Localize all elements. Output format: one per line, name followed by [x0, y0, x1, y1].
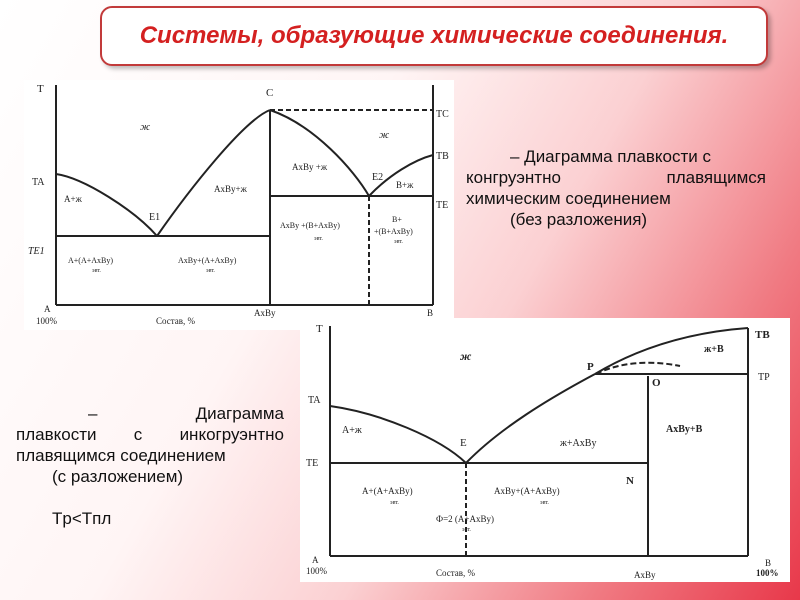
caption-congruent-line1: – Диаграмма плавкости с [510, 147, 712, 166]
label-a-100: 100% [36, 316, 57, 326]
label-b-100: 100% [756, 568, 779, 578]
region-b-liquid: B+ж [396, 180, 414, 190]
caption-congruent-line4: (без разложения) [510, 210, 648, 229]
label-e: E [460, 437, 467, 449]
caption-congruent [466, 146, 766, 230]
label-tb: TB [436, 151, 449, 162]
label-tb: TB [755, 329, 770, 341]
label-o: O [652, 377, 661, 389]
label-t: T [37, 83, 44, 95]
region-a-liquid: A+ж [342, 425, 362, 436]
label-a-100: 100% [306, 566, 327, 576]
label-a: A [44, 304, 51, 314]
label-compound: AxBy [254, 308, 276, 318]
region-a-eutectic: A+(A+AxBy) [68, 256, 114, 265]
region-compound-eutectic: AxBy+(A+AxBy) [494, 486, 560, 496]
diagram-incongruent-svg [300, 318, 790, 582]
label-te: TE [436, 200, 449, 211]
liquidus-c-right [270, 110, 369, 196]
diagram-incongruent [300, 318, 790, 582]
region-a-eutectic: A+(A+AxBy) [362, 486, 413, 496]
region-liquid-compound: ж+AxBy [560, 438, 597, 449]
label-p: P [587, 361, 594, 373]
region-compound-b: AxBy +(B+AxBy) [280, 221, 340, 230]
label-eutectic-3: эвт. [462, 527, 471, 533]
label-phase-count: Ф=2 (A+AxBy) [436, 514, 495, 524]
caption-incongruent-line1: – Диаграмма [88, 404, 284, 423]
label-eutectic-4: эвт. [206, 268, 215, 274]
title-box [100, 6, 768, 66]
metastable-curve [596, 363, 680, 374]
liquidus-a [56, 174, 157, 236]
diagram-congruent [24, 80, 454, 330]
label-e1: E1 [149, 212, 161, 223]
caption-incongruent-line5: Tp<Tпл [52, 509, 112, 528]
label-t: T [316, 323, 323, 335]
label-n: N [626, 475, 634, 487]
region-compound-liquid: AxBy+ж [214, 184, 247, 194]
caption-incongruent-line3: плавящимся соединением [16, 446, 226, 465]
region-b-eutectic-2: +(B+AxBy) [374, 227, 413, 236]
region-compound-a: AxBy+(A+AxBy) [178, 256, 237, 265]
label-ta: TA [32, 177, 45, 188]
label-eutectic-1: эвт. [314, 236, 323, 242]
slide-title: Системы, образующие химические соединения. [139, 22, 729, 49]
label-eutectic-1: эвт. [390, 500, 399, 506]
label-te: TE [306, 458, 319, 469]
caption-incongruent-line4: (с разложением) [52, 467, 184, 486]
region-liquid-right: ж [379, 129, 390, 141]
caption-congruent-line2: конгруэнтно плавящимся [466, 168, 766, 187]
label-composition: Состав, % [156, 316, 196, 326]
region-compound-b: AxBy+B [666, 424, 703, 435]
label-eutectic-2: эвт. [540, 500, 549, 506]
caption-congruent-line3: химическим соединением [466, 189, 671, 208]
label-eutectic-2: эвт. [394, 239, 403, 245]
caption-incongruent-line2: плавкости с инкогруэнтно [16, 425, 284, 444]
region-liquid-b: ж+B [704, 344, 724, 355]
label-a: A [312, 555, 319, 565]
region-b-eutectic-1: B+ [392, 215, 402, 224]
diagram-congruent-svg [24, 80, 454, 330]
label-b: B [765, 558, 772, 568]
liquidus-e-p [466, 374, 595, 463]
label-tc: TC [436, 109, 449, 120]
liquidus-c-left [157, 110, 270, 236]
label-tp: TP [758, 372, 770, 383]
label-e2: E2 [372, 172, 384, 183]
region-compound-liquid-top: AxBy +ж [292, 162, 328, 172]
label-c: C [266, 87, 274, 99]
label-te1: TE1 [28, 246, 45, 257]
label-compound: AxBy [634, 570, 656, 580]
label-b: B [427, 308, 434, 318]
label-ta: TA [308, 395, 321, 406]
caption-incongruent [16, 403, 284, 529]
region-a-liquid: A+ж [64, 194, 82, 204]
region-liquid: ж [460, 349, 472, 363]
region-liquid-left: ж [140, 121, 151, 133]
label-composition: Состав, % [436, 568, 476, 578]
label-eutectic-3: эвт. [92, 268, 101, 274]
